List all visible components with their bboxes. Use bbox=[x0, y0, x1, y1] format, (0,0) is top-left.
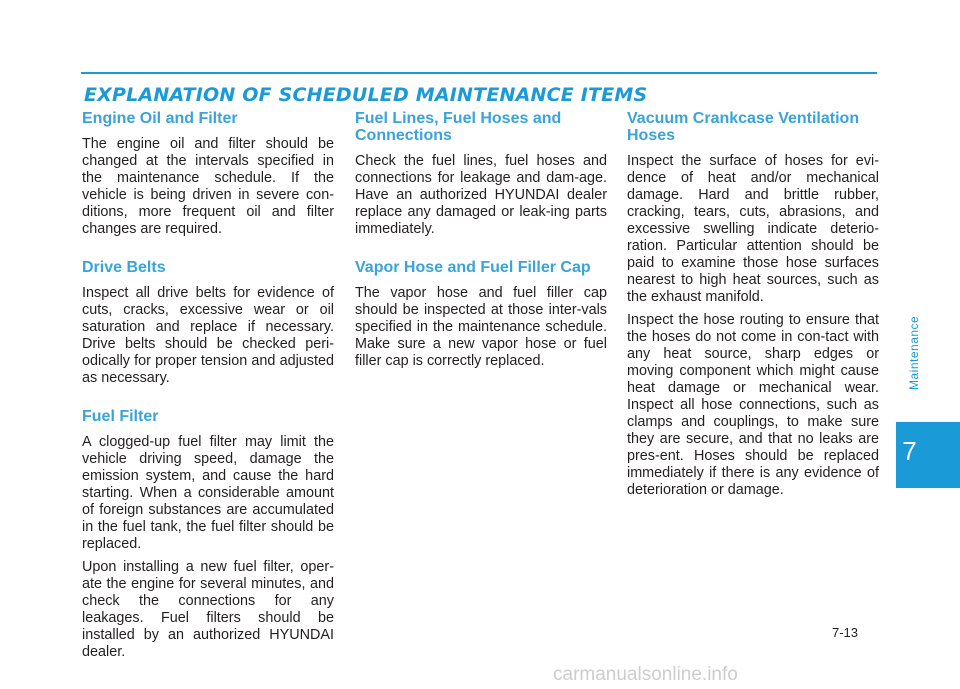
paragraph: Inspect all drive belts for evidence of cuts, cracks, excessive wear or oil saturation and replace if necessary. Drive belts should be checked peri-odically for proper tension and adjusted as necessary. bbox=[82, 285, 334, 386]
section-vacuum-crankcase-ventilation-hoses bbox=[627, 110, 879, 499]
paragraph: Upon installing a new fuel filter, oper-ate the engine for several minutes, and check the connections for any leakages. Fuel filters should be installed by an authorized HYUNDAI dealer. bbox=[82, 559, 334, 660]
column-1 bbox=[82, 110, 334, 667]
paragraph: A clogged-up fuel filter may limit the vehicle driving speed, damage the emission system, and cause the hard starting. When a considerable amount of foreign substances are accumulated in the fuel tank, the fuel filter should be replaced. bbox=[82, 434, 334, 552]
paragraph: The engine oil and filter should be changed at the intervals specified in the maintenance schedule. If the vehicle is being driven in severe con-ditions, more frequent oil and filter changes are required. bbox=[82, 136, 334, 237]
section-title: Vapor Hose and Fuel Filler Cap bbox=[355, 259, 591, 276]
chapter-side-label: Maintenance bbox=[907, 315, 921, 390]
section-vapor-hose-fuel-filler-cap bbox=[355, 259, 607, 370]
column-2 bbox=[355, 110, 607, 376]
section-title: Engine Oil and Filter bbox=[82, 110, 238, 127]
page-title: EXPLANATION OF SCHEDULED MAINTENANCE ITEMS bbox=[84, 84, 648, 106]
section-drive-belts bbox=[82, 259, 334, 387]
section-engine-oil-and-filter bbox=[82, 110, 334, 238]
header-rule bbox=[81, 72, 877, 74]
paragraph: Inspect the surface of hoses for evi-dence of heat and/or mechanical damage. Hard and brittle rubber, cracking, tears, cuts, abrasions, and excessive swelling indicate deterio-ration. Particular attention should be paid to examine those hose surfaces nearest to high heat sources, such as the exhaust manifold. bbox=[627, 153, 879, 305]
section-title: Fuel Filter bbox=[82, 408, 159, 425]
section-title: Drive Belts bbox=[82, 259, 166, 276]
chapter-number: 7 bbox=[902, 436, 917, 466]
paragraph: The vapor hose and fuel filler cap should be inspected at those inter-vals specified in the maintenance schedule. Make sure a new vapor hose or fuel filler cap is correctly replaced. bbox=[355, 285, 607, 369]
section-title: Fuel Lines, Fuel Hoses and Connections bbox=[355, 110, 562, 144]
page-number: 7-13 bbox=[832, 625, 859, 640]
paragraph: Inspect the hose routing to ensure that the hoses do not come in con-tact with any heat source, sharp edges or moving component which might cause heat damage or mechanical wear. Inspect all hose connections, such as clamps and couplings, to make sure they are secure, and that no leaks are pres-ent. Hoses should be replaced immediately if there is any evidence of deterioration or damage. bbox=[627, 312, 879, 498]
watermark: carmanualsonline.info bbox=[553, 664, 738, 685]
paragraph: Check the fuel lines, fuel hoses and connections for leakage and dam-age. Have an authorized HYUNDAI dealer replace any damaged or leak-ing parts immediately. bbox=[355, 153, 607, 237]
section-fuel-filter bbox=[82, 408, 334, 661]
section-title: Vacuum Crankcase Ventilation Hoses bbox=[627, 110, 860, 144]
chapter-tab bbox=[896, 422, 960, 488]
column-3 bbox=[627, 110, 879, 505]
section-fuel-lines-hoses-connections bbox=[355, 110, 607, 238]
